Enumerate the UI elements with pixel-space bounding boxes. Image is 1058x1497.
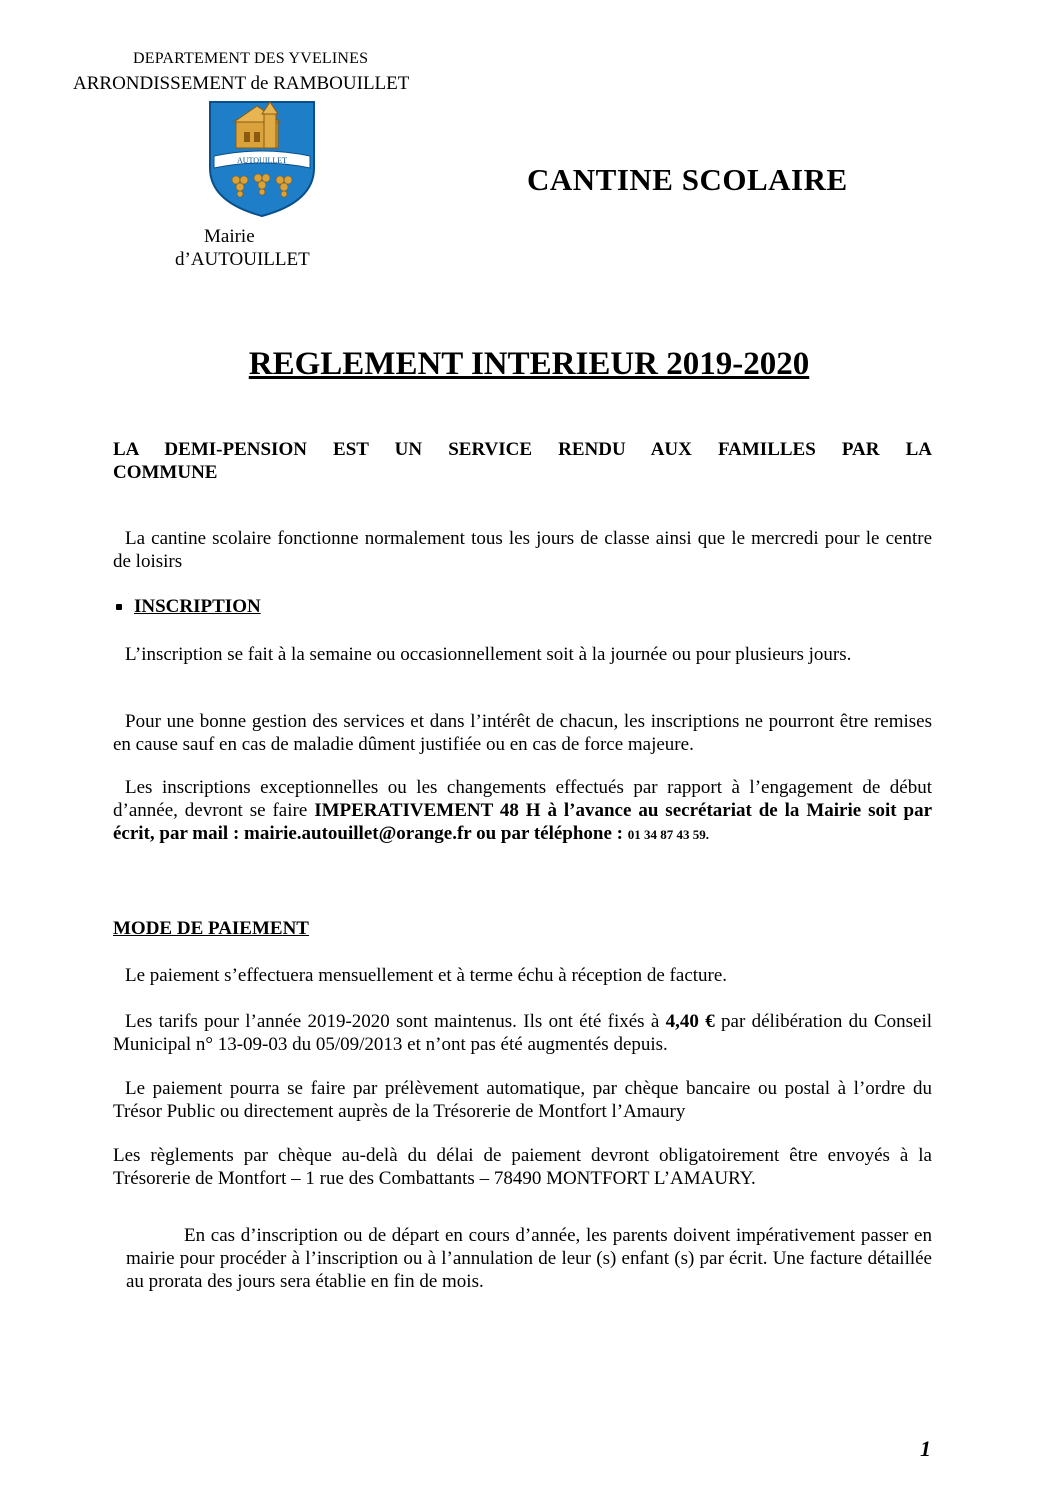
inscription-paragraph-3 <box>113 776 932 846</box>
header-title: CANTINE SCOLAIRE <box>527 162 848 197</box>
paiement-paragraph-2 <box>113 1010 932 1056</box>
inscription-text-1: L’inscription se fait à la semaine ou occasionnellement soit à la journée ou pour plusieurs jours. <box>125 644 852 665</box>
paiement-text-4: Les règlements par chèque au-delà du délai de paiement devront obligatoirement être envoyés à la Trésorerie de Montfort – 1 rue des Combattants – 78490 MONTFORT L’AMAURY. <box>113 1145 932 1189</box>
mairie-name: d’AUTOUILLET <box>175 249 310 270</box>
intro-paragraph <box>113 527 932 573</box>
mairie-label: Mairie <box>204 226 255 247</box>
paiement-text-3: Le paiement pourra se faire par prélèvement automatique, par chèque bancaire ou postal à l’ordre du Trésor Public ou directement auprès de la Trésorerie de Montfort l’Amaury <box>113 1078 932 1122</box>
price-value: 4,40 € <box>665 1011 715 1032</box>
intro-heading-line1: LA DEMI-PENSION EST UN SERVICE RENDU AUX FAMILLES PAR LA <box>113 439 932 460</box>
department-label: DEPARTEMENT DES YVELINES <box>133 50 369 67</box>
paiement-text-5: En cas d’inscription ou de départ en cours d’année, les parents doivent impérativement passer en mairie pour procéder à l’inscription ou à l’annulation de leur (s) enfant (s) par écrit. Une facture détaillée au prorata des jours sera établie en fin de mois. <box>126 1225 932 1292</box>
inscription-text-3-bold: IMPERATIVEMENT 48 H à l’avance au secrétariat de la Mairie soit par écrit, par mail : mairie.autouillet@orange.fr ou par téléphone : <box>113 800 932 844</box>
bullet-icon <box>116 604 122 610</box>
inscription-text-2: Pour une bonne gestion des services et dans l’intérêt de chacun, les inscriptions ne pourront être remises en cause sauf en cas de maladie dûment justifiée ou en cas de force majeure. <box>113 711 932 755</box>
inscription-text-3: Les inscriptions exceptionnelles ou les changements effectués par rapport à l’engagement de début d’année, devront se faire <box>113 777 932 821</box>
inscription-paragraph-1 <box>113 643 932 666</box>
paiement-text-1: Le paiement s’effectuera mensuellement et à terme échu à réception de facture. <box>125 965 728 986</box>
page-number: 1 <box>920 1436 931 1461</box>
paiement-text-2b: par délibération du Conseil Municipal n° 13-09-03 du 05/09/2013 et n’ont pas été augmentés depuis. <box>113 1011 933 1055</box>
intro-heading-line2: COMMUNE <box>113 462 218 483</box>
paiement-paragraph-4 <box>113 1144 932 1190</box>
inscription-paragraph-2 <box>113 710 932 756</box>
paiement-text-2a: Les tarifs pour l’année 2019-2020 sont maintenus. Ils ont été fixés à <box>125 1011 666 1032</box>
paiement-paragraph-3 <box>113 1077 932 1123</box>
paiement-paragraph-5 <box>126 1224 932 1293</box>
paiement-paragraph-1 <box>113 964 932 987</box>
paiement-heading: MODE DE PAIEMENT <box>113 918 309 939</box>
inscription-heading: INSCRIPTION <box>134 596 261 617</box>
phone-number: 01 34 87 43 59. <box>627 827 710 842</box>
crest-text: AUTOUILLET <box>236 156 288 165</box>
intro-text: La cantine scolaire fonctionne normalement tous les jours de classe ainsi que le mercredi pour le centre de loisirs <box>113 528 932 572</box>
coat-of-arms-logo <box>206 98 318 218</box>
arrondissement-label: ARRONDISSEMENT de RAMBOUILLET <box>73 73 410 94</box>
document-title: REGLEMENT INTERIEUR 2019-2020 <box>248 346 810 382</box>
